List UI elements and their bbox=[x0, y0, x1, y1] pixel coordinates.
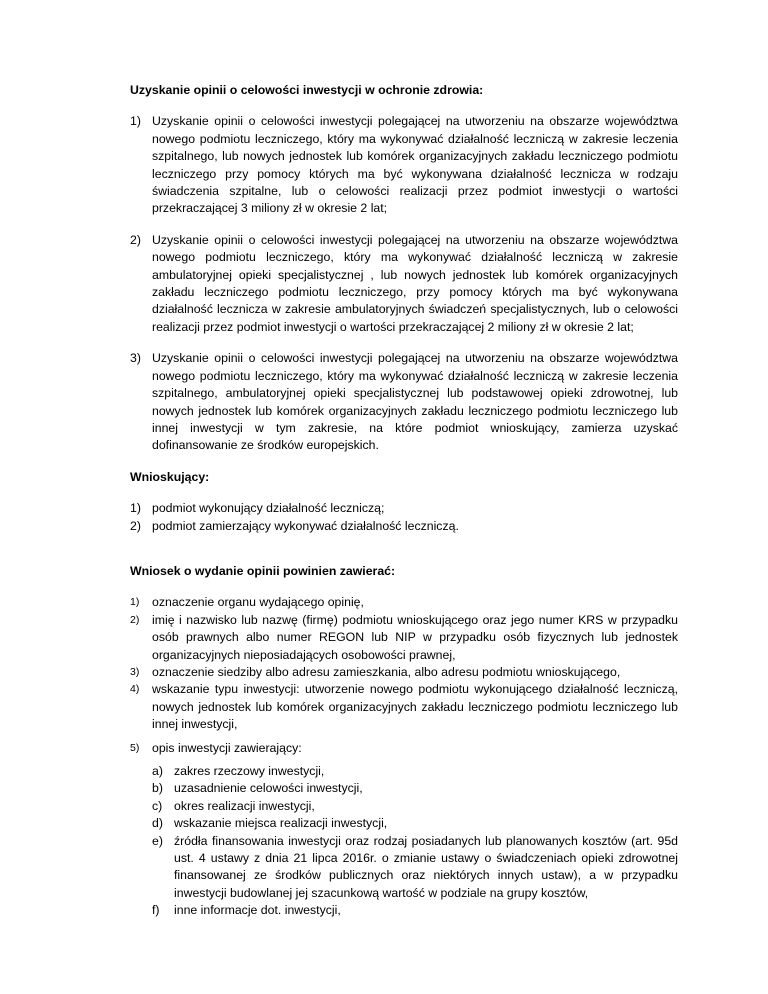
sublist-item-text: wskazanie miejsca realizacji inwestycji, bbox=[174, 816, 388, 831]
list-item bbox=[130, 113, 678, 217]
list-item-text: Uzyskanie opinii o celowości inwestycji polegającej na utworzeniu na obszarze województwa nowego podmiotu leczniczego, który ma wykonywać działalność leczniczą w zakresie leczenia szpitalnego, ambulatoryjnej opieki specjalistycznej lub podstawowej opieki zdrowotnej, lub nowych jednostek lub komórek organizacyjnych zakładu leczniczego podmiotu leczniczego lub innej inwestycji w tym zakresie, na które podmiot wnioskujący, zamierza uzyskać dofinansowanie ze środków europejskich. bbox=[152, 351, 678, 453]
list-number: 4) bbox=[130, 683, 140, 696]
list-number: 1) bbox=[130, 596, 140, 609]
list-number: 1) bbox=[130, 114, 141, 129]
sublist-letter: b) bbox=[152, 781, 163, 796]
sublist-item bbox=[152, 815, 678, 832]
list-item-text: Uzyskanie opinii o celowości inwestycji polegającej na utworzeniu na obszarze województwa nowego podmiotu leczniczego, który ma wykonywać działalność leczniczą w zakresie leczenia szpitalnego, lub nowych jednostek lub komórek organizacyjnych zakładu leczniczego podmiotu leczniczego przy pomocy których ma być wykonywana działalność lecznicza w rodzaju świadczenia szpitalne, lub o celowości realizacji przez podmiot inwestycji o wartości przekraczającej 3 miliony zł w okresie 2 lat; bbox=[152, 114, 678, 216]
list-item-text: opis inwestycji zawierający: bbox=[152, 740, 302, 755]
list-item bbox=[130, 518, 678, 535]
list-number: 5) bbox=[130, 741, 140, 754]
section-heading-application-contents: Wniosek o wydanie opinii powinien zawierać: bbox=[130, 563, 396, 578]
sublist-item bbox=[152, 763, 678, 780]
list-number: 3) bbox=[130, 665, 140, 678]
list-item-text: podmiot zamierzający wykonywać działalność leczniczą. bbox=[152, 518, 459, 533]
sublist-item-text: okres realizacji inwestycji, bbox=[174, 798, 315, 813]
list-number: 2) bbox=[130, 613, 140, 626]
sublist-item-text: źródła finansowania inwestycji oraz rodzaj posiadanych lub planowanych kosztów (art. 95d ust. 4 ustawy z dnia 21 lipca 2016r. o zmianie ustawy o świadczeniach opieki zdrowotnej finansowanej ze środków publicznych oraz niektórych innych ustaw), a w przypadku inwestycji budowlanej jej szacunkową wartość w podziale na grupy kosztów, bbox=[174, 833, 678, 900]
sublist-item bbox=[152, 780, 678, 797]
sublist-item bbox=[152, 798, 678, 815]
list-item-text: imię i nazwisko lub nazwę (firmę) podmiotu wnioskującego oraz jego numer KRS w przypadku osób prawnych albo numer REGON lub NIP w przypadku osób fizycznych lub jednostek organizacyjnych nieposiadających osobowości prawnej, bbox=[152, 612, 678, 662]
list-number: 2) bbox=[130, 232, 141, 247]
list-item bbox=[130, 594, 678, 611]
document-page bbox=[130, 82, 678, 920]
list-item bbox=[130, 500, 678, 517]
investment-opinion-list bbox=[130, 113, 678, 454]
list-item bbox=[130, 232, 678, 336]
section-heading-investment-opinion: Uzyskanie opinii o celowości inwestycji w ochronie zdrowia: bbox=[130, 83, 484, 97]
list-item-text: Uzyskanie opinii o celowości inwestycji polegającej na utworzeniu na obszarze województwa nowego podmiotu leczniczego, który ma wykonywać działalność leczniczą w zakresie ambulatoryjnej opieki specjalistycznej , lub nowych jednostek lub komórek organizacyjnych zakładu leczniczego podmiotu leczniczego, przy pomocy których ma być wykonywana działalność lecznicza w zakresie ambulatoryjnych świadczeń specjalistycznych, lub o celowości realizacji przez podmiot inwestycji o wartości przekraczającej 2 miliony zł w okresie 2 lat; bbox=[152, 232, 678, 334]
list-item-text: oznaczenie organu wydającego opinię, bbox=[152, 595, 364, 610]
sublist-item bbox=[152, 902, 678, 919]
sublist-item bbox=[152, 833, 678, 903]
application-contents-list bbox=[130, 594, 678, 919]
sublist-letter: c) bbox=[152, 798, 163, 813]
list-item-text: wskazanie typu inwestycji: utworzenie nowego podmiotu wykonującego działalność leczniczą, nowych jednostek lub komórek organizacyjnych zakładu leczniczego podmiotu leczniczego lub innej inwestycji, bbox=[152, 682, 678, 732]
list-item bbox=[130, 612, 678, 664]
sublist-item-text: zakres rzeczowy inwestycji, bbox=[174, 764, 325, 778]
sublist-letter: f) bbox=[152, 903, 160, 918]
list-number: 2) bbox=[130, 518, 141, 533]
sublist-letter: a) bbox=[152, 764, 163, 778]
sublist-letter: d) bbox=[152, 816, 163, 831]
list-item bbox=[130, 664, 678, 681]
list-item-text: oznaczenie siedziby albo adresu zamieszkania, albo adresu podmiotu wnioskującego, bbox=[152, 664, 621, 679]
sublist-item-text: inne informacje dot. inwestycji, bbox=[174, 903, 341, 918]
section-heading-applicant: Wnioskujący: bbox=[130, 469, 210, 484]
list-number: 3) bbox=[130, 351, 141, 366]
investment-description-sublist bbox=[130, 763, 678, 920]
list-item bbox=[130, 350, 678, 454]
list-item bbox=[130, 681, 678, 733]
applicant-list bbox=[130, 500, 678, 535]
list-number: 1) bbox=[130, 501, 141, 516]
sublist-item-text: uzasadnienie celowości inwestycji, bbox=[174, 781, 363, 796]
list-item bbox=[130, 740, 678, 757]
list-item-text: podmiot wykonujący działalność leczniczą; bbox=[152, 501, 385, 516]
sublist-letter: e) bbox=[152, 833, 163, 848]
